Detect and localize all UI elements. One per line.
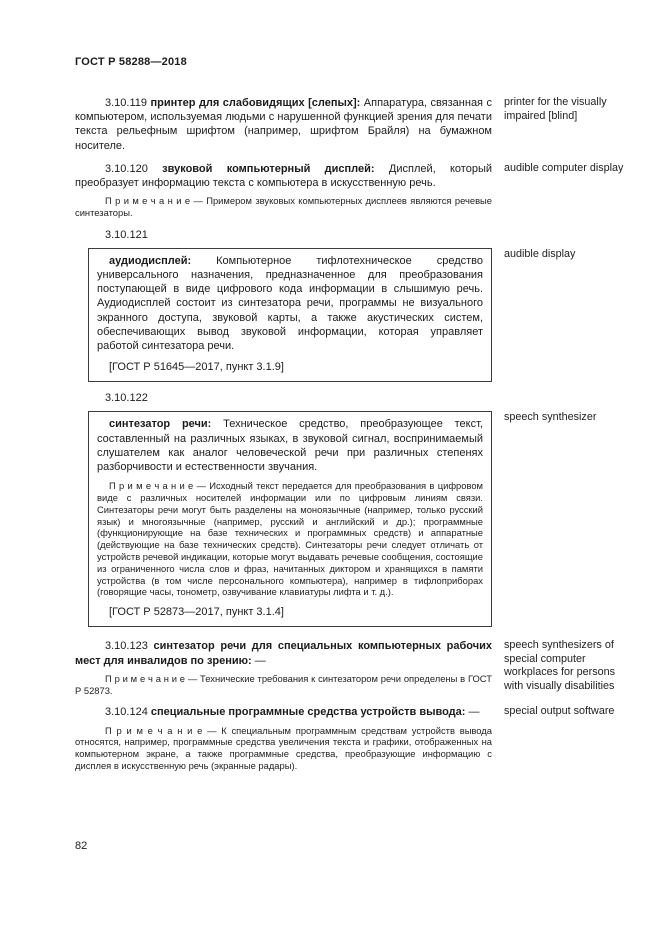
note-text: П р и м е ч а н и е — К специальным программным средствам устройств вывода относятся, например, программные средства увеличения текста и графики, отображенных на компьютерном экране, а также программные средства, преобразующие информацию с дисплея в искусственную речь (экранные радары). — [75, 724, 492, 772]
margin-term-en: speech synthesizer — [504, 411, 597, 424]
entry-main — [75, 96, 492, 153]
page-number: 82 — [75, 840, 88, 852]
definition-paragraph — [97, 417, 483, 474]
note-text: П р и м е ч а н и е — Технические требования к синтезатором речи определены в ГОСТ Р 52873. — [75, 672, 492, 696]
entry-main — [75, 411, 492, 627]
entry-main — [75, 639, 492, 696]
margin-term-en: speech synthesizers of special computer workplaces for persons with visually disabilities — [504, 639, 616, 692]
term-ru: специальные программные средства устройств вывода: — [150, 706, 466, 719]
term-ru: принтер для слабовидящих [слепых]: — [150, 97, 361, 109]
entry-3-10-119 — [75, 96, 661, 153]
entry-number: 3.10.119 — [105, 97, 148, 109]
entry-number: 3.10.120 — [105, 162, 148, 175]
term-ru: синтезатор речи для специальных компьютерных рабочих мест для инвалидов по зрению: — [75, 640, 493, 667]
source-reference: [ГОСТ Р 52873—2017, пункт 3.1.4] — [109, 606, 284, 619]
definition-text: — — [254, 654, 266, 667]
entry-number: 3.10.124 — [105, 706, 148, 719]
definition-box — [88, 411, 492, 627]
definition-text: Компьютерное тифлотехническое средство универсального назначения, предназначенное для преобразования поступающей в виде цифрового кода информации в слышимую речь. Аудиодисплей состоит из синтезатора речи, программы не визуального экранного доступа, звуковой карты, а также акустических систем, обеспечивающих вывод звуковой информации, которая управляет работой синтезатора речи. — [97, 254, 483, 353]
definition-text: — — [468, 706, 480, 719]
entry-number: 3.10.123 — [105, 640, 148, 653]
term-ru: аудиодисплей: — [109, 254, 192, 267]
entry-3-10-124 — [75, 705, 661, 771]
entry-main — [75, 162, 492, 219]
definition-box — [88, 248, 492, 383]
entry-3-10-120 — [75, 162, 661, 219]
definition-text: Дисплей, который преобразует информацию текста с компьютера в искусственную речь. — [75, 162, 493, 190]
entry-3-10-121 — [75, 229, 661, 383]
definition-paragraph — [75, 639, 492, 667]
entry-number: 3.10.121 — [105, 228, 148, 241]
definition-text: Аппаратура, связанная с компьютером, используемая людьми с нарушенной функцией зрения для печати текста рельефным шрифтом (например, шрифтом Брайля) на бумажном носителе. — [75, 97, 492, 152]
margin-term-en: special output software — [504, 705, 615, 718]
entry-number: 3.10.122 — [105, 392, 148, 405]
definition-paragraph — [75, 96, 492, 153]
definition-paragraph — [97, 254, 483, 353]
margin-term-en: printer for the visually impaired [blind] — [504, 96, 607, 122]
doc-number: ГОСТ Р 58288—2018 — [75, 56, 187, 68]
margin-term-en: audible computer display — [504, 161, 624, 174]
margin-term-en: audible display — [504, 247, 576, 260]
term-ru: синтезатор речи: — [109, 418, 212, 431]
source-reference: [ГОСТ Р 51645—2017, пункт 3.1.9] — [109, 361, 284, 374]
term-ru: звуковой компьютерный дисплей: — [162, 162, 375, 175]
entry-main — [75, 248, 492, 383]
definition-text: Техническое средство, преобразующее текст, составленный на различных языках, в звуковой сигнал, воспринимаемый слушателем как аналог человеческой речи при различных степенях разборчивости и естественности звучания. — [97, 418, 483, 474]
definition-paragraph — [75, 162, 492, 190]
note-text: П р и м е ч а н и е — Примером звуковых компьютерных дисплеев являются речевые синтезаторы. — [75, 195, 492, 219]
entry-3-10-122 — [75, 392, 661, 627]
entry-3-10-123 — [75, 639, 661, 696]
entry-main — [75, 705, 492, 771]
definition-paragraph — [75, 705, 492, 719]
note-text: П р и м е ч а н и е — Исходный текст передается для преобразования в цифровом виде с различных носителей информации или по цифровым линиям связи. Синтезаторы речи могут быть разделены на моноязычные (например, только русский язык) и многоязычные (например, русский и английский и др.); программные (функционирующие на базе технических и программных средств) и аппаратные (действующие на базе технических средств). Синтезаторы речи следует отличать от устройств речевой индикации, которые могут выдавать речевые сообщения, состоящие из ограниченного числа слов и фраз, начитанных диктором и хранящихся в памяти устройства (в том числе персонального компьютера), например в тифлоприборах (говорящие часы, тонометр, озвучивание клавиатуры лифта и т. д.). — [97, 480, 483, 598]
